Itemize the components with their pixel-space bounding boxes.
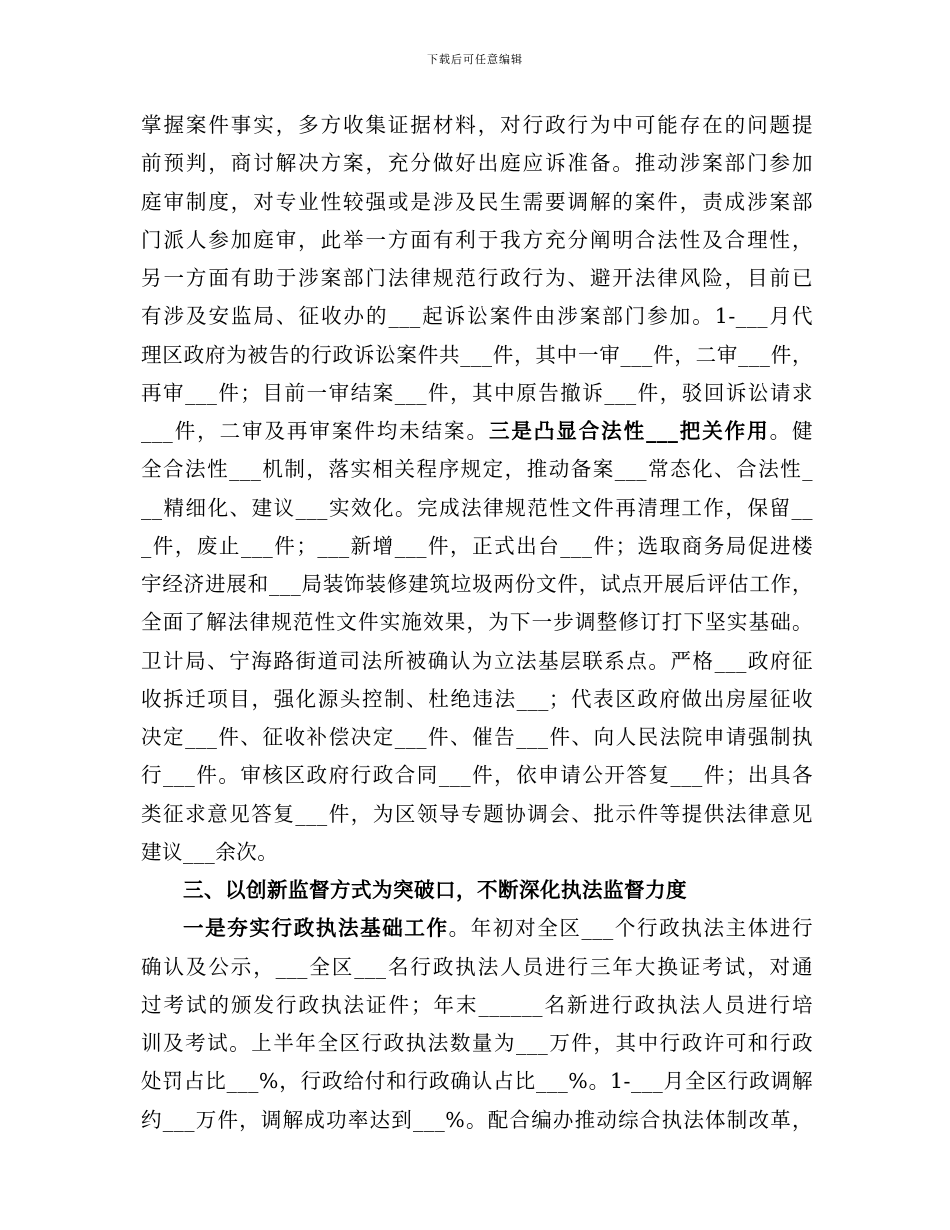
text-line: 理区政府为被告的行政诉讼案件共___件，其中一审___件，二审___件， [141,342,813,367]
text-line [141,412,813,450]
document-body [141,106,813,1139]
text-line: 全面了解法律规范性文件实施效果，为下一步调整修订打下坚实基础。 [141,610,813,635]
text-run: 。年初对全区___个行政执法主体进行 [448,916,814,941]
text-line: 宇经济进展和___局装饰装修建筑垃圾两份文件，试点开展后评估工作， [141,572,813,596]
page-header: 下载后可任意编辑 [427,53,523,66]
text-line: 门派人参加庭审，此举一方面有利于我方充分阐明合法性及合理性， [141,227,813,252]
text-line: 庭审制度，对专业性较强或是涉及民生需要调解的案件，责成涉案部 [141,189,813,214]
text-line: 有涉及安监局、征收办的___起诉讼案件由涉案部门参加。1-___月代 [141,304,813,329]
text-line: 前预判，商讨解决方案，充分做好出庭应诉准备。推动涉案部门参加 [141,151,813,176]
text-line [141,909,813,947]
text-line: 行___件。审核区政府行政合同___件，依申请公开答复___件；出具各 [141,763,813,788]
bold-lead-phrase: 三是凸显合法性___把关作用 [488,419,770,443]
text-line: 全合法性___机制，落实相关程序规定，推动备案___常态化、合法性_ [141,457,813,482]
text-line: 卫计局、宁海路街道司法所被确认为立法基层联系点。严格___政府征 [141,648,813,673]
text-line: 建议___余次。 [141,839,279,864]
text-line: 过考试的颁发行政执法证件；年末______名新进行政执法人员进行培 [141,992,813,1017]
text-line: 掌握案件事实，多方收集证据材料，对行政行为中可能存在的问题提 [141,113,813,137]
text-line: _件，废止___件；___新增___件，正式出台___件；选取商务局促进楼 [141,533,813,558]
text-line: 再审___件；目前一审结案___件，其中原告撤诉___件，驳回诉讼请求 [141,380,813,405]
text-line: 收拆迁项目，强化源头控制、杜绝违法___；代表区政府做出房屋征收 [141,686,813,711]
text-line: 训及考试。上半年全区行政执法数量为___万件，其中行政许可和行政 [141,1031,813,1055]
bold-lead-phrase: 一是夯实行政执法基础工作 [183,916,449,941]
section-heading: 三、以创新监督方式为突破口，不断深化执法监督力度 [183,878,687,902]
text-run: 。健 [769,419,814,443]
text-line: __精细化、建议___实效化。完成法律规范性文件再清理工作，保留__ [141,495,813,520]
text-run: ___件，二审及再审案件均未结案。 [141,419,489,443]
text-line: 另一方面有助于涉案部门法律规范行政行为、避开法律风险，目前已 [141,266,813,290]
text-line: 处罚占比___%，行政给付和行政确认占比___%。1-___月全区行政调解 [141,1069,813,1094]
text-line: 决定___件、征收补偿决定___件、催告___件、向人民法院申请强制执 [141,725,813,749]
text-line: 确认及公示，___全区___名行政执法人员进行三年大换证考试，对通 [141,954,813,979]
text-line: 约___万件，调解成功率达到___%。配合编办推动综合执法体制改革， [141,1107,813,1132]
text-line: 类征求意见答复___件，为区领导专题协调会、批示件等提供法律意见 [141,801,813,826]
